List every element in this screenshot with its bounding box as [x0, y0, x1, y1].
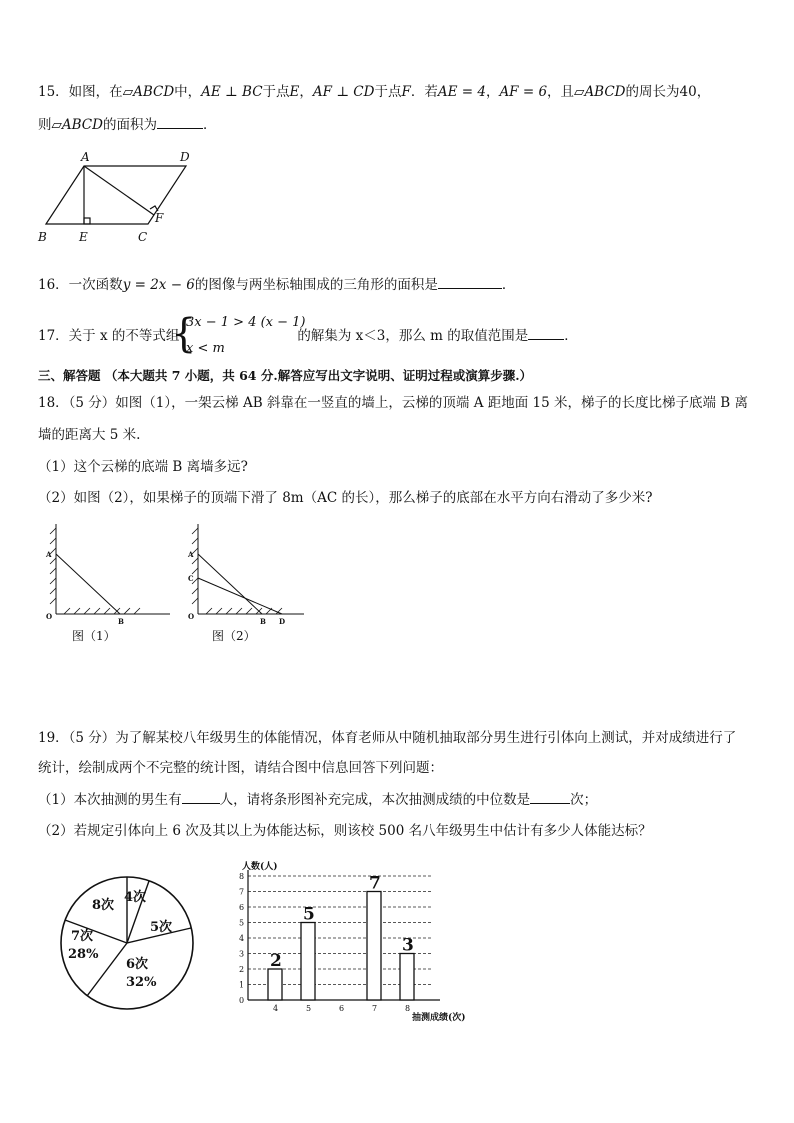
label-E: E — [79, 230, 88, 244]
q17-line: 17．关于 x 的不等式组 的解集为 x＜3，那么 m 的取值范围是 ． — [38, 328, 578, 344]
label-D: D — [180, 150, 190, 164]
answer-blank[interactable] — [530, 791, 570, 804]
bar-chart-ylabel: 人数(人) — [242, 862, 278, 872]
figure-1-caption: 图（1） — [72, 629, 116, 643]
q18-line2: 墙的距离大 5 米. — [38, 427, 141, 443]
q19-line1: 19．（5 分）为了解某校八年级男生的体能情况，体育老师从中随机抽取部分男生进行引体向上测试，并对成绩进行了 — [38, 730, 737, 746]
bar-value-label: 3 — [402, 935, 414, 956]
pie-label-8: 8次 — [92, 898, 115, 913]
label-F: F — [155, 211, 164, 225]
brace-icon: { — [171, 311, 197, 357]
pie-chart — [54, 870, 200, 1016]
q16-line: 16．一次函数y = 2x − 6的图像与两坐标轴围成的三角形的面积是 ． — [38, 277, 516, 293]
q18-line1: 18．（5 分）如图（1），一架云梯 AB 斜靠在一竖直的墙上，云梯的顶端 A 距地面 15 米，梯子的长度比梯子底端 B 离 — [38, 395, 748, 411]
svg-text:O: O — [188, 612, 195, 621]
x-tick-label: 7 — [372, 1004, 378, 1013]
svg-text:D: D — [279, 617, 286, 626]
pie-label-7: 7次 — [71, 929, 94, 944]
pie-label-4: 4次 — [124, 890, 147, 905]
label-C: C — [138, 230, 148, 244]
svg-text:C: C — [188, 574, 194, 583]
bar-value-label: 5 — [303, 904, 315, 925]
bar — [400, 954, 414, 1001]
pie-label-6: 6次 — [126, 957, 149, 972]
y-tick-label: 5 — [239, 918, 245, 928]
q18-sub1: （1）这个云梯的底端 B 离墙多远? — [38, 459, 248, 475]
answer-blank[interactable] — [182, 791, 220, 804]
x-tick-label: 6 — [339, 1004, 345, 1013]
ladder-figure-2 — [180, 518, 320, 648]
q15-parallelogram-figure — [34, 148, 204, 248]
q19-sub2: （2）若规定引体向上 6 次及其以上为体能达标，则该校 500 名八年级男生中估计有多少人体能达标？ — [38, 823, 652, 839]
y-tick-label: 3 — [239, 949, 245, 959]
y-tick-label: 7 — [239, 887, 245, 897]
x-tick-label: 4 — [273, 1004, 279, 1013]
svg-text:O: O — [46, 612, 53, 621]
svg-text:B: B — [260, 617, 266, 626]
q18-sub2: （2）如图（2），如果梯子的顶端下滑了 8m（AC 的长），那么梯子的底部在水平方向右滑动了多少米? — [38, 490, 653, 506]
bar — [268, 969, 282, 1000]
ladder-figure-1 — [40, 518, 180, 648]
figure-2-caption: 图（2） — [212, 629, 256, 643]
q15-line1: 15．如图，在▱ABCD中，AE ⊥ BC于点E，AF ⊥ CD于点F．若AE = 4，AF = 6，且▱ABCD的周长为40， — [38, 84, 711, 100]
svg-text:A: A — [46, 550, 52, 559]
q17-ineq2: x < m — [186, 341, 225, 356]
x-tick-label: 8 — [405, 1004, 411, 1013]
bar-value-label: 2 — [270, 951, 282, 971]
pie-pct-7: 28% — [68, 947, 99, 962]
svg-text:B: B — [118, 617, 124, 626]
label-B: B — [38, 230, 47, 244]
pie-label-5: 5次 — [150, 920, 173, 935]
parallelogram-icon: ▱ — [122, 84, 134, 100]
answer-blank[interactable] — [528, 327, 564, 340]
q17-ineq1: 3x − 1 > 4 (x − 1) — [186, 315, 306, 330]
q15-line2: 则▱ABCD的面积为 ． — [38, 117, 217, 133]
bar-chart — [226, 858, 496, 1028]
bar-value-label: 7 — [369, 873, 381, 894]
y-tick-label: 0 — [239, 996, 245, 1005]
y-tick-label: 2 — [239, 965, 245, 974]
y-tick-label: 8 — [239, 872, 245, 881]
q19-sub1: （1）本次抽测的男生有 人，请将条形图补充完成，本次抽测成绩的中位数是 次； — [38, 792, 598, 808]
y-tick-label: 1 — [239, 980, 245, 990]
bar — [367, 892, 381, 1001]
y-tick-label: 4 — [239, 934, 245, 943]
answer-blank[interactable] — [157, 116, 203, 129]
bar — [301, 923, 315, 1001]
svg-text:A: A — [188, 550, 194, 559]
bar-chart-xlabel: 抽测成绩(次) — [412, 1013, 466, 1023]
section-heading: 三、解答题 （本大题共 7 小题，共 64 分.解答应写出文字说明、证明过程或演算步骤.） — [38, 368, 533, 383]
q19-line2: 统计，绘制成两个不完整的统计图，请结合图中信息回答下列问题： — [38, 760, 443, 776]
label-A: A — [81, 150, 90, 164]
answer-blank[interactable] — [438, 276, 502, 289]
pie-pct-6: 32% — [126, 975, 157, 990]
y-tick-label: 6 — [239, 903, 245, 912]
x-tick-label: 5 — [306, 1004, 312, 1013]
